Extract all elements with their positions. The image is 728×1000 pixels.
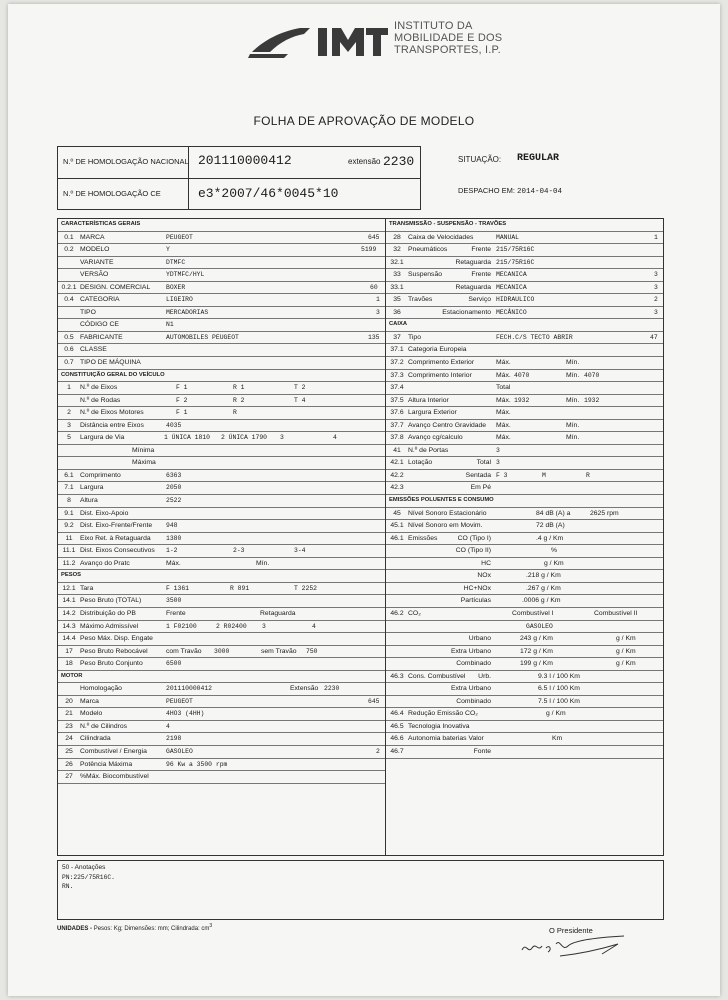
- nh-ce-value: e3*2007/46*0045*10: [198, 186, 339, 201]
- table-row: 28 Caixa de Velocidades MANUAL 1: [386, 232, 663, 245]
- table-row: 46.1 Emissões CO (Tipo I) .4 g / Km: [386, 533, 663, 546]
- table-row: Combinado 7.5 l / 100 Km: [386, 696, 663, 709]
- section-header: EMISSÕES POLUENTES E CONSUMO: [386, 495, 663, 508]
- table-row: 46.2 CO₂ Combustível I Combustível II: [386, 608, 663, 621]
- annotations-text: PN:225/75R16C. RN.: [62, 874, 115, 890]
- table-row: 37.4 Total: [386, 382, 663, 395]
- table-row: CO (Tipo II) %: [386, 545, 663, 558]
- table-row: 14.4 Peso Máx. Disp. Engate: [58, 633, 385, 646]
- homologation-box: [57, 146, 421, 210]
- section-header: CONSTITUIÇÃO GERAL DO VEÍCULO: [58, 370, 385, 383]
- table-row: 37.6 Largura Exterior Máx.: [386, 407, 663, 420]
- table-row: 37.5 Altura Interior Máx. 1932 Mín. 1932: [386, 395, 663, 408]
- table-row: 8 Altura 2522: [58, 495, 385, 508]
- table-row: Extra Urbano 172 g / Km g / Km: [386, 646, 663, 659]
- table-row: 5 Largura de Via 1 ÚNICA 1810 2 ÚNICA 1790 3 4: [58, 432, 385, 445]
- table-row: 18 Peso Bruto Conjunto 6500: [58, 658, 385, 671]
- table-row: TIPO MERCADORIAS 3: [58, 307, 385, 320]
- table-row: 0.2.1 DESIGN. COMERCIAL BOXER 60: [58, 282, 385, 295]
- table-row: 3 Distância entre Eixos 4035: [58, 420, 385, 433]
- table-row: 0.2 MODELO Y 5199: [58, 244, 385, 257]
- annotations-box: [57, 860, 664, 920]
- table-row: Urbano 243 g / Km g / Km: [386, 633, 663, 646]
- table-row: 25 Combustível / Energia GASOLEO 2: [58, 746, 385, 759]
- section-header: MOTOR: [58, 671, 385, 684]
- table-row: 46.4 Redução Emissão CO₂ g / Km: [386, 708, 663, 721]
- table-row: 42.3 Em Pé: [386, 482, 663, 495]
- table-row: 36 Estacionamento MECÂNICO 3: [386, 307, 663, 320]
- table-row: Homologação 201110000412 Extensão 2230: [58, 683, 385, 696]
- table-row: 26 Potência Máxima 96 Kw a 3500 rpm: [58, 759, 385, 772]
- table-row: 35 Travões Serviço HIDRAULICO 2: [386, 294, 663, 307]
- table-row: 37.7 Avanço Centro Gravidade Máx. Mín.: [386, 420, 663, 433]
- table-row: 11 Eixo Ret. à Retaguarda 1380: [58, 533, 385, 546]
- table-row: 32.1 Retaguarda 215/75R16C: [386, 257, 663, 270]
- signature-image: [518, 930, 628, 964]
- table-row: 37.8 Avanço cg/calculo Máx. Mín.: [386, 432, 663, 445]
- table-row: 37.2 Comprimento Exterior Máx. Mín.: [386, 357, 663, 370]
- table-row: 42.2 Sentada F 3 M R: [386, 470, 663, 483]
- situacao-value: REGULAR: [517, 153, 560, 164]
- table-row: 37 Tipo FECH.C/S TECTO ABRIR 47: [386, 332, 663, 345]
- table-row: 2 N.º de Eixos Motores F 1 R: [58, 407, 385, 420]
- table-row: CÓDIGO CE N1: [58, 319, 385, 332]
- units-line: UNIDADES - Pesos: Kg; Dimensões: mm; Cilindrada: $cm^3$: [57, 923, 213, 932]
- table-row: HC g / Km: [386, 558, 663, 571]
- table-row: 45 Nível Sonoro Estacionário 84 dB (A) a 2625 rpm: [386, 508, 663, 521]
- table-row: 17 Peso Bruto Rebocável com Travão 3000 sem Travão 750: [58, 646, 385, 659]
- annotations-title: 50 - Anotações: [62, 864, 106, 871]
- table-row: Combinado 199 g / Km g / Km: [386, 658, 663, 671]
- section-header: CAIXA: [386, 319, 663, 332]
- table-row: 9.1 Dist. Eixo-Apoio: [58, 508, 385, 521]
- table-row: 42.1 Lotação Total 3: [386, 457, 663, 470]
- table-row: 46.5 Tecnologia Inovativa: [386, 721, 663, 734]
- table-row: 0.1 MARCA PEUGEOT 645: [58, 232, 385, 245]
- section-header: PESOS: [58, 570, 385, 583]
- table-row: 33.1 Retaguarda MECANICA 3: [386, 282, 663, 295]
- table-row: Partículas .0006 g / Km: [386, 595, 663, 608]
- table-row: Máxima: [58, 457, 385, 470]
- table-row: HC+NOx .267 g / Km: [386, 583, 663, 596]
- table-row: 14.3 Máximo Admissível 1 F02100 2 R02400 3 4: [58, 621, 385, 634]
- president-label: O Presidente: [549, 926, 593, 935]
- table-row: 21 Modelo 4HO3 (4HH): [58, 708, 385, 721]
- table-row: GASOLEO: [386, 621, 663, 634]
- right-column: [386, 219, 663, 855]
- table-row: 32 Pneumáticos Frente 215/75R16C: [386, 244, 663, 257]
- institute-name: INSTITUTO DA MOBILIDADE E DOS TRANSPORTES, I.P.: [394, 20, 503, 56]
- table-row: 37.1 Categoria Europeia: [386, 344, 663, 357]
- left-column: [58, 219, 386, 855]
- table-row: VARIANTE DTMFC: [58, 257, 385, 270]
- table-row: 9.2 Dist. Eixo-Frente/Frente 948: [58, 520, 385, 533]
- table-row: 1 N.º de Eixos F 1 R 1 T 2: [58, 382, 385, 395]
- table-row: 46.3 Cons. Combustível Urb. 9.3 l / 100 Km: [386, 671, 663, 684]
- table-row: 46.7 Fonte: [386, 746, 663, 759]
- specs-table: [57, 218, 664, 856]
- table-row: 33 Suspensão Frente MECANICA 3: [386, 269, 663, 282]
- table-row: 0.6 CLASSE: [58, 344, 385, 357]
- extensao-label: extensão: [348, 157, 381, 166]
- section-header: TRANSMISSÃO - SUSPENSÃO - TRAVÕES: [386, 219, 663, 232]
- table-row: 11.2 Avanço do Pratc Máx. Mín.: [58, 558, 385, 571]
- table-row: 6.1 Comprimento 6363: [58, 470, 385, 483]
- nh-nacional-value: 201110000412: [198, 153, 292, 168]
- table-row: 24 Cilindrada 2198: [58, 733, 385, 746]
- section-header: CARACTERÍSTICAS GERAIS: [58, 219, 385, 232]
- table-row: 27 %Máx. Biocombustível: [58, 771, 385, 784]
- table-row: 41 N.º de Portas 3: [386, 445, 663, 458]
- despacho: DESPACHO EM: 2014-04-04: [458, 186, 563, 196]
- table-row: 7.1 Largura 2050: [58, 482, 385, 495]
- table-row: 12.1 Tara F 1361 R 891 T 2252: [58, 583, 385, 596]
- nh-nacional-label: N.º DE HOMOLOGAÇÃO NACIONAL: [63, 157, 189, 166]
- table-row: 14.1 Peso Bruto (TOTAL) 3500: [58, 595, 385, 608]
- table-row: 37.3 Comprimento Interior Máx. 4070 Mín. 4070: [386, 370, 663, 383]
- table-row: 0.7 TIPO DE MÁQUINA: [58, 357, 385, 370]
- table-row: 11.1 Dist. Eixos Consecutivos 1-2 2-3 3-4: [58, 545, 385, 558]
- table-row: Mínima: [58, 445, 385, 458]
- table-row: N.º de Rodas F 2 R 2 T 4: [58, 395, 385, 408]
- table-row: 46.6 Autonomia baterias Valor Km: [386, 733, 663, 746]
- table-row: 14.2 Distribuição do PB Frente Retaguarda: [58, 608, 385, 621]
- table-row: VERSÃO YDTMFC/HYL: [58, 269, 385, 282]
- table-row: Extra Urbano 6.5 l / 100 Km: [386, 683, 663, 696]
- situacao-label: SITUAÇÃO:: [458, 155, 502, 164]
- nh-ce-label: N.º DE HOMOLOGAÇÃO CE: [63, 189, 161, 198]
- table-row: 45.1 Nível Sonoro em Movim. 72 dB (A): [386, 520, 663, 533]
- table-row: 0.5 FABRICANTE AUTOMOBILES PEUGEOT 135: [58, 332, 385, 345]
- extensao-value: 2230: [383, 154, 415, 169]
- table-row: NOx .218 g / Km: [386, 570, 663, 583]
- page-title: FOLHA DE APROVAÇÃO DE MODELO: [253, 114, 475, 128]
- imt-logo: [248, 18, 388, 62]
- table-row: 23 N.º de Cilindros 4: [58, 721, 385, 734]
- table-row: 20 Marca PEUGEOT 645: [58, 696, 385, 709]
- table-row: 0.4 CATEGORIA LIGEIRO 1: [58, 294, 385, 307]
